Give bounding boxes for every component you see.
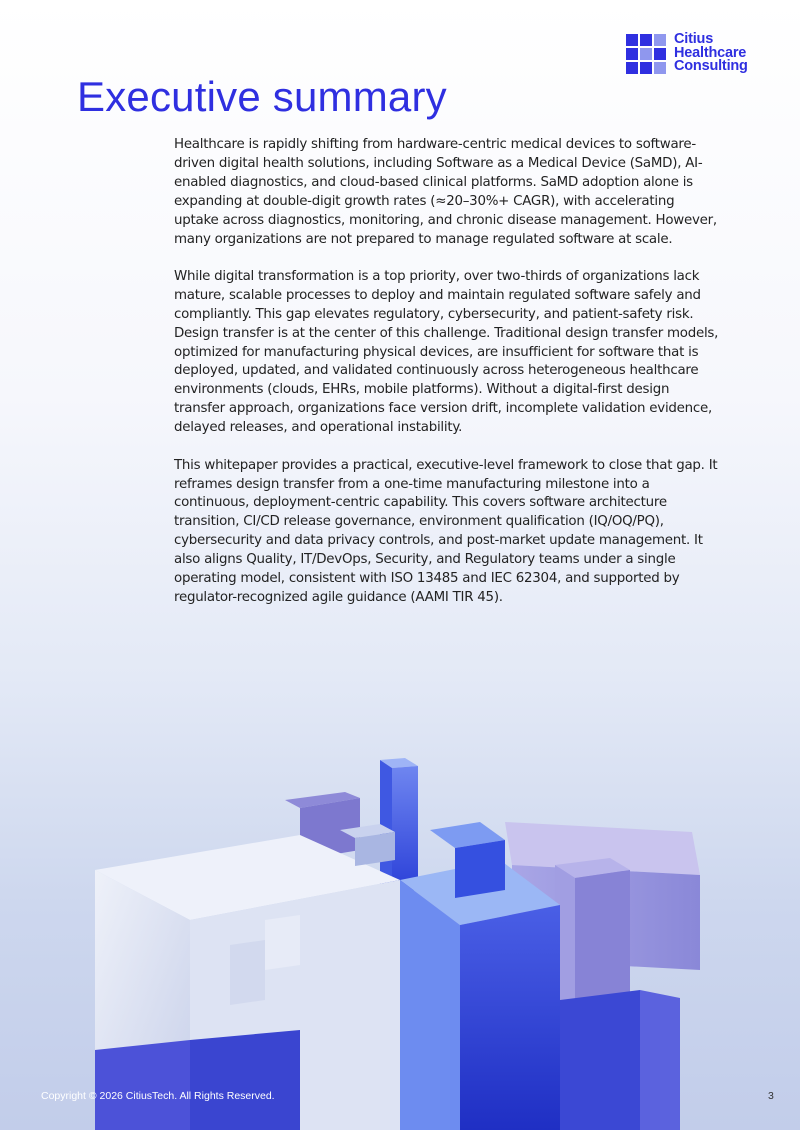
page-title: Executive summary (77, 73, 447, 120)
logo-square (626, 62, 638, 74)
logo-line: Citius (674, 31, 714, 47)
logo-square (654, 62, 666, 74)
company-logo (626, 33, 748, 74)
paragraph: Healthcare is rapidly shifting from hardware-centric medical devices to software-driven digital health solutions, including Software as a Medical Device (SaMD), AI-enabled diagnostics, and cloud-based clinical platforms. SaMD adoption alone is expanding at double-digit growth rates (≈20–30%+ CAGR), with accelerating uptake across diagnostics, monitoring, and chronic disease management. However, many organizations are not prepared to manage regulated software at scale. (174, 137, 717, 247)
logo-square (640, 62, 652, 74)
summary-body (174, 136, 722, 626)
logo-square (640, 34, 652, 46)
logo-square (626, 48, 638, 60)
logo-square (654, 34, 666, 46)
logo-square (640, 48, 652, 60)
paragraph: This whitepaper provides a practical, executive-level framework to close that gap. It reframes design transfer from a one-time manufacturing milestone into a continuous, deployment-centric capability. This covers software architecture transition, CI/CD release governance, environment qualification (IQ/OQ/PQ), cybersecurity and data privacy controls, and post-market update management. It also aligns Quality, IT/DevOps, Security, and Regulatory teams under a single operating model, consistent with ISO 13485 and IEC 62304, and supported by regulator-recognized agile guidance (AAMI TIR 45). (174, 457, 718, 605)
logo-mark (626, 34, 666, 74)
logo-line: Healthcare (674, 44, 747, 61)
logo-wordmark (674, 33, 748, 74)
footer-copyright: Copyright © 2026 CitiusTech. All Rights Reserved. (41, 1090, 275, 1102)
page-number: 3 (768, 1090, 774, 1102)
logo-square (626, 34, 638, 46)
logo-square (654, 48, 666, 60)
logo-line: Consulting (674, 58, 748, 74)
decorative-cubes-illustration (0, 740, 800, 1130)
paragraph: While digital transformation is a top priority, over two-thirds of organizations lack mature, scalable processes to deploy and maintain regulated software safely and compliantly. This gap elevates regulatory, cybersecurity, and patient-safety risk. Design transfer is at the center of this challenge. Traditional design transfer models, optimized for manufacturing physical devices, are insufficient for software that is deployed, updated, and validated continuously across heterogeneous healthcare environments (clouds, EHRs, mobile platforms). Without a digital-first design transfer approach, organizations face version drift, incomplete validation evidence, delayed releases, and operational instability. (174, 268, 719, 436)
